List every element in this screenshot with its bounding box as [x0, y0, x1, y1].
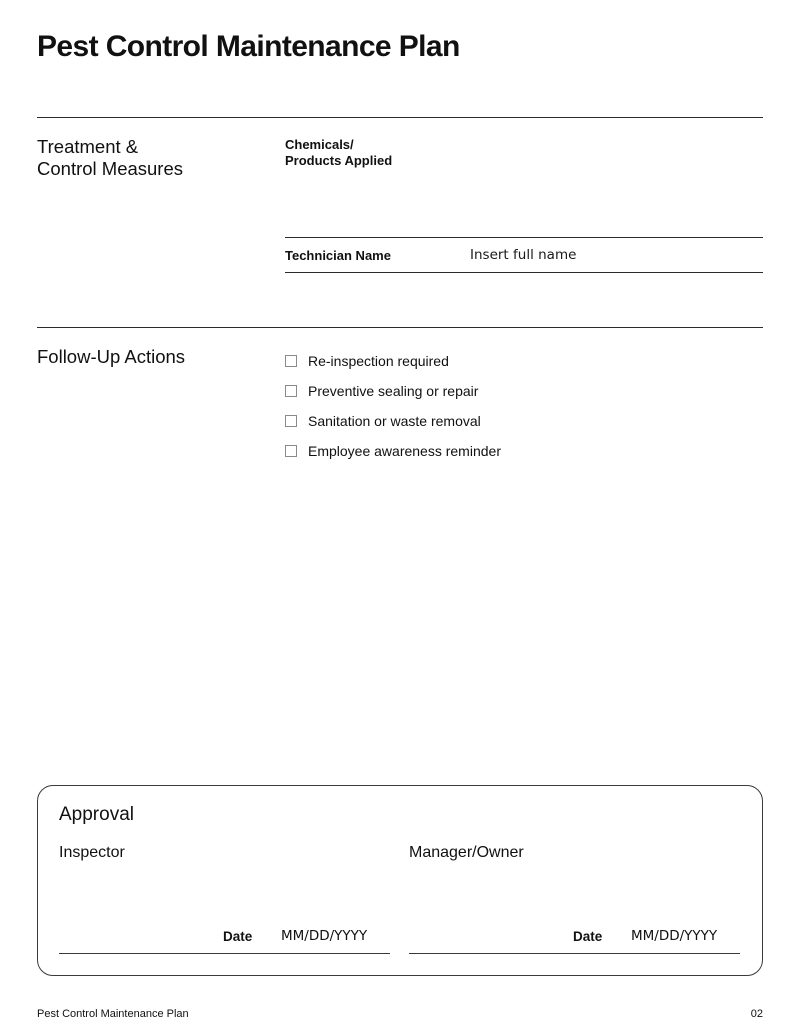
inspector-date-field[interactable]: MM/DD/YYYY: [281, 928, 368, 944]
section-divider: [37, 117, 763, 118]
manager-date-label: Date: [573, 929, 603, 944]
checkbox[interactable]: [285, 415, 297, 427]
follow-up-section-heading: Follow-Up Actions: [37, 346, 186, 367]
chemicals-label-line2: Products Applied: [285, 153, 393, 168]
checkbox[interactable]: [285, 385, 297, 397]
follow-up-item-sanitation[interactable]: [285, 406, 501, 436]
treatment-section-heading: [37, 136, 183, 180]
treatment-heading-line2: Control Measures: [37, 158, 184, 179]
follow-up-item-reinspection[interactable]: [285, 346, 501, 376]
field-divider: [285, 272, 763, 273]
chemicals-label-line1: Chemicals/: [285, 137, 354, 152]
footer-document-name: Pest Control Maintenance Plan: [37, 1008, 189, 1020]
manager-signature-line: [409, 953, 740, 954]
chemicals-field[interactable]: [470, 134, 763, 232]
checkbox[interactable]: [285, 445, 297, 457]
follow-up-item-sealing[interactable]: [285, 376, 501, 406]
follow-up-checklist: [285, 346, 501, 466]
technician-name-label: Technician Name: [285, 248, 391, 263]
inspector-signature-line: [59, 953, 390, 954]
checkbox-label: Preventive sealing or repair: [308, 383, 479, 399]
page-title: Pest Control Maintenance Plan: [37, 30, 460, 63]
checkbox-label: Re-inspection required: [308, 353, 449, 369]
section-divider: [37, 327, 763, 328]
follow-up-item-awareness[interactable]: [285, 436, 501, 466]
checkbox[interactable]: [285, 355, 297, 367]
treatment-heading-line1: Treatment &: [37, 136, 139, 157]
approval-box: [37, 785, 763, 976]
approval-heading: Approval: [59, 804, 134, 825]
checkbox-label: Employee awareness reminder: [308, 443, 501, 459]
manager-date-field[interactable]: MM/DD/YYYY: [631, 928, 718, 944]
chemicals-label: [285, 137, 392, 169]
manager-owner-label: Manager/Owner: [409, 844, 524, 861]
inspector-label: Inspector: [59, 844, 125, 861]
inspector-date-label: Date: [223, 929, 253, 944]
footer-page-number: 02: [750, 1008, 763, 1020]
field-divider: [285, 237, 763, 238]
checkbox-label: Sanitation or waste removal: [308, 413, 481, 429]
technician-name-field[interactable]: Insert full name: [470, 247, 577, 263]
